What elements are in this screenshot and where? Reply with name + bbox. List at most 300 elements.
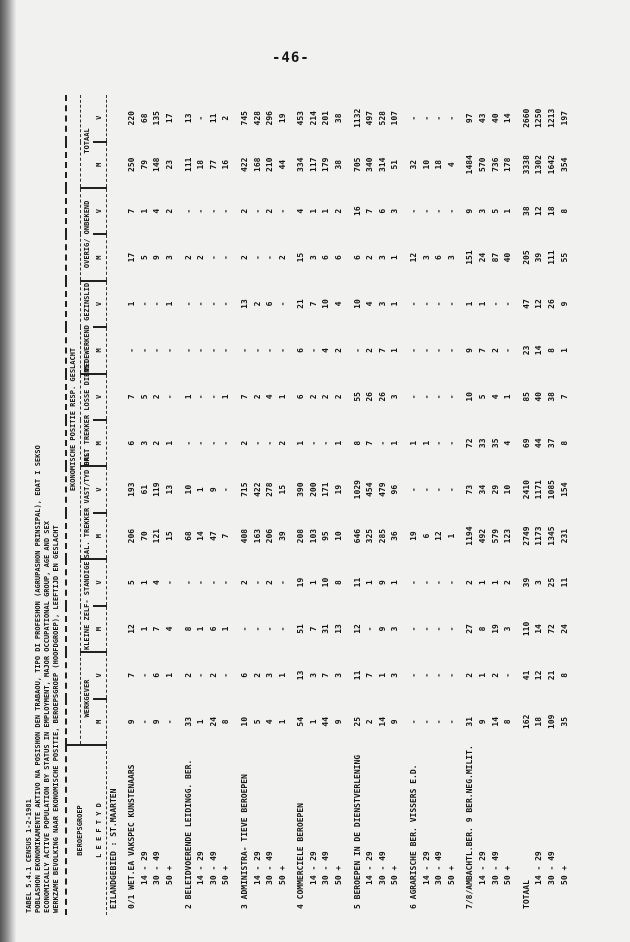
- table-row: [151, 95, 164, 915]
- table-row: [332, 95, 345, 915]
- table-cell: -: [265, 255, 275, 260]
- table-cell: 10: [321, 577, 331, 588]
- table-title: [25, 90, 61, 913]
- row-label: 30 - 49: [208, 851, 218, 885]
- table-cell: -: [139, 301, 149, 307]
- table-cell: 119: [152, 482, 162, 497]
- table-row: [420, 95, 433, 915]
- table-cell: 55: [559, 252, 569, 263]
- table-cell: 123: [503, 528, 513, 544]
- table-cell: 1: [503, 208, 513, 214]
- table-cell: 17: [127, 252, 137, 263]
- table-cell: 9: [127, 719, 137, 725]
- table-row: [251, 95, 264, 915]
- table-cell: 2: [152, 440, 162, 446]
- table-cell: 3338: [521, 155, 531, 175]
- row-label: 50 +: [164, 865, 174, 885]
- table-cell: 1: [390, 348, 400, 353]
- table-cell: 17: [164, 113, 174, 124]
- table-cell: 193: [127, 482, 137, 497]
- table-cell: 1: [365, 580, 375, 585]
- row-label: 14 - 29: [196, 851, 206, 885]
- row-label: TOTAAL: [521, 880, 531, 909]
- table-cell: 40: [534, 392, 544, 402]
- table-cell: 44: [534, 438, 544, 449]
- table-cell: 154: [559, 482, 569, 497]
- table-cell: 111: [546, 250, 556, 265]
- table-cell: -: [503, 672, 513, 678]
- table-cell: 26: [365, 392, 375, 402]
- table-cell: -: [446, 394, 456, 400]
- sex-header: M: [93, 234, 106, 280]
- table-row: [194, 95, 207, 915]
- table-cell: -: [239, 626, 249, 632]
- table-cell: 453: [296, 111, 306, 126]
- table-cell: 19: [296, 577, 306, 588]
- table-cell: 3: [390, 208, 400, 214]
- table-cell: -: [434, 208, 444, 214]
- table-cell: 1: [139, 626, 149, 632]
- table-cell: 103: [308, 528, 318, 544]
- table-cell: 1: [390, 255, 400, 260]
- table-cell: -: [164, 348, 174, 353]
- table-cell: -: [446, 580, 456, 585]
- table-cell: 68: [139, 113, 149, 124]
- table-cell: 18: [196, 159, 206, 170]
- table-row: [176, 95, 195, 915]
- table-cell: 6: [239, 672, 249, 678]
- row-header-occupation: BEROEPSGROEP: [76, 805, 85, 856]
- sex-header: V: [93, 652, 106, 698]
- table-cell: -: [208, 301, 218, 307]
- sex-header: V: [93, 466, 106, 512]
- table-cell: 1: [277, 672, 287, 678]
- table-cell: 1302: [534, 155, 544, 175]
- table-cell: 9: [334, 719, 344, 725]
- table-cell: 1: [164, 440, 174, 446]
- table-cell: -: [421, 301, 431, 307]
- table-cell: -: [221, 348, 231, 353]
- table-cell: 1: [277, 394, 287, 400]
- table-cell: -: [503, 301, 513, 307]
- table-cell: 2: [252, 672, 262, 678]
- table-cell: 33: [478, 438, 488, 449]
- table-cell: 2660: [521, 108, 531, 128]
- table-cell: 2: [239, 580, 249, 585]
- table-cell: 340: [365, 157, 375, 172]
- table-cell: 24: [208, 716, 218, 727]
- table-cell: 23: [521, 345, 531, 356]
- table-cell: 10: [239, 716, 249, 727]
- table-cell: 97: [465, 113, 475, 124]
- table-cell: 3: [421, 255, 431, 260]
- row-label: 30 - 49: [265, 851, 275, 885]
- table-cell: 47: [521, 299, 531, 309]
- table-row: [232, 95, 251, 915]
- table-cell: 1: [390, 580, 400, 585]
- table-cell: 8: [352, 440, 362, 446]
- table-cell: 12: [534, 670, 544, 681]
- table-cell: 214: [308, 111, 318, 126]
- row-label: 50 +: [390, 865, 400, 885]
- table-row: [345, 95, 364, 915]
- table-cell: 7: [127, 208, 137, 214]
- table-cell: -: [252, 580, 262, 585]
- table-cell: -: [164, 394, 174, 400]
- table-cell: 18: [434, 159, 444, 170]
- table-cell: -: [265, 626, 275, 632]
- table-cell: -: [409, 115, 419, 121]
- table-cell: 12: [534, 299, 544, 309]
- table-cell: 24: [559, 624, 569, 634]
- table-cell: 4: [265, 719, 275, 725]
- table-cell: 77: [208, 159, 218, 170]
- sex-header: M: [93, 327, 106, 373]
- table-cell: 40: [503, 252, 513, 263]
- region-label: EILANDGEBIED : ST.MAARTEN: [108, 788, 118, 909]
- table-cell: 1: [409, 440, 419, 446]
- table-cell: 528: [377, 111, 387, 126]
- table-cell: 26: [546, 299, 556, 309]
- table-cell: -: [377, 440, 387, 446]
- table-cell: 492: [478, 528, 488, 544]
- table-cell: 14: [490, 716, 500, 727]
- table-cell: 72: [465, 438, 475, 449]
- table-cell: -: [446, 719, 456, 725]
- table-cell: -: [265, 348, 275, 353]
- table-cell: -: [265, 440, 275, 446]
- table-cell: 2: [277, 255, 287, 260]
- table-cell: -: [196, 672, 206, 678]
- table-cell: 2: [465, 580, 475, 585]
- table-cell: 2: [334, 394, 344, 400]
- table-cell: -: [183, 301, 193, 307]
- table-cell: 4: [164, 626, 174, 632]
- table-cell: 454: [365, 482, 375, 497]
- table-cell: -: [183, 580, 193, 585]
- table-cell: 6: [296, 348, 306, 353]
- row-label: 50 +: [446, 865, 456, 885]
- table-cell: 1: [390, 301, 400, 307]
- table-cell: -: [421, 719, 431, 725]
- table-cell: 12: [352, 624, 362, 634]
- table-cell: 7: [321, 672, 331, 678]
- table-cell: 107: [390, 111, 400, 126]
- table-cell: -: [196, 115, 206, 121]
- table-cell: -: [277, 348, 287, 353]
- table-cell: 7: [239, 394, 249, 400]
- row-label: 14 - 29: [308, 851, 318, 885]
- table-cell: -: [239, 348, 249, 353]
- table-cell: 38: [546, 392, 556, 402]
- table-cell: 2: [308, 394, 318, 400]
- table-cell: -: [252, 626, 262, 632]
- table-cell: 85: [521, 392, 531, 402]
- table-cell: -: [409, 580, 419, 585]
- table-cell: 3: [164, 255, 174, 260]
- title-line: ECONOMICALLY ACTIVE POPULATION BY STATUS IN EMPLOYMENT, MAJOR OCCUPATIONAL GROUP, AGE AND SEX: [43, 521, 51, 913]
- table-cell: -: [208, 580, 218, 585]
- table-cell: 7: [377, 348, 387, 353]
- row-label: 3 ADMINISTRA- TIEVE BEROEPEN: [239, 774, 249, 909]
- row-label: 2 BELEIDVOERENDE LEIDINGG. BER.: [183, 759, 193, 909]
- table-cell: 1: [196, 626, 206, 632]
- table-cell: 1: [478, 301, 488, 307]
- table-cell: 390: [296, 482, 306, 497]
- table-cell: 1: [490, 580, 500, 585]
- table-row: [401, 95, 420, 915]
- table-cell: 9: [465, 208, 475, 214]
- table-cell: 40: [490, 113, 500, 124]
- table-cell: 23: [164, 159, 174, 170]
- table-cell: -: [434, 115, 444, 121]
- table-cell: -: [409, 208, 419, 214]
- table-cell: 1250: [534, 108, 544, 128]
- table-cell: -: [434, 487, 444, 493]
- table-cell: 9: [559, 301, 569, 307]
- row-label: 4 COMMERCIELE BEROEPEN: [296, 803, 306, 909]
- table-cell: 208: [296, 528, 306, 544]
- table-cell: -: [139, 348, 149, 353]
- table-cell: 9: [390, 719, 400, 725]
- table-cell: 12: [127, 624, 137, 634]
- table-cell: 79: [139, 159, 149, 170]
- table-cell: 6: [434, 255, 444, 260]
- table-cell: 44: [321, 716, 331, 727]
- table-cell: -: [252, 208, 262, 214]
- table-cell: 206: [127, 528, 137, 544]
- table-cell: 2: [265, 580, 275, 585]
- sex-header: M: [93, 420, 106, 466]
- row-label: 14 - 29: [534, 851, 544, 885]
- table-cell: -: [409, 487, 419, 493]
- table-cell: 6: [127, 440, 137, 446]
- table-cell: 4: [503, 440, 513, 446]
- table-cell: 1: [196, 719, 206, 725]
- table-cell: 3: [390, 394, 400, 400]
- column-header: SAL. TREKKER LOSSE DIENST: [80, 374, 93, 467]
- table-cell: 2: [252, 301, 262, 307]
- sex-header: V: [93, 374, 106, 420]
- table-cell: 6: [152, 672, 162, 678]
- table-cell: 1: [277, 719, 287, 725]
- table-cell: -: [421, 115, 431, 121]
- table-row: [533, 95, 546, 915]
- row-label: 30 - 49: [490, 851, 500, 885]
- table-cell: -: [446, 301, 456, 307]
- table-cell: 2410: [521, 480, 531, 500]
- table-cell: 33: [183, 716, 193, 727]
- row-label: 30 - 49: [546, 851, 556, 885]
- table-cell: 27: [465, 624, 475, 634]
- table-cell: 10: [183, 484, 193, 495]
- row-label: 50 +: [334, 865, 344, 885]
- title-line: POBLASHON EKONOMIKAMENTE AKTIVO NA POSISHON DEN TRABAOU, TIPO DI PROFESHON (AGRUPASHON PRINSIPAL), EDAT I SEKSO: [34, 445, 42, 913]
- table-cell: -: [446, 487, 456, 493]
- table-cell: 7: [127, 394, 137, 400]
- table-cell: 497: [365, 111, 375, 126]
- table-cell: -: [196, 301, 206, 307]
- table-cell: 3: [503, 626, 513, 632]
- table-cell: 334: [296, 157, 306, 172]
- row-label: 30 - 49: [321, 851, 331, 885]
- table-cell: 1: [465, 301, 475, 307]
- table-cell: 1: [183, 394, 193, 400]
- table-cell: 73: [465, 484, 475, 495]
- table-cell: 1: [139, 208, 149, 214]
- table-cell: 13: [296, 670, 306, 681]
- table-cell: 10: [465, 392, 475, 402]
- row-label: 0/1 WET.EA VAKSPEC KUNSTENAARS: [127, 764, 137, 909]
- table-cell: -: [208, 208, 218, 214]
- table-cell: -: [277, 208, 287, 214]
- table-cell: -: [221, 487, 231, 493]
- table-cell: 9: [208, 487, 218, 493]
- table-row: [163, 95, 176, 915]
- row-label: 30 - 49: [377, 851, 387, 885]
- table-cell: 231: [559, 528, 569, 544]
- table-cell: 2: [365, 348, 375, 353]
- table-cell: 7: [127, 672, 137, 678]
- table-cell: 2749: [521, 526, 531, 546]
- table-cell: 4: [446, 162, 456, 168]
- row-label: 30 - 49: [152, 851, 162, 885]
- table-cell: 14: [377, 716, 387, 727]
- table-cell: 646: [352, 528, 362, 544]
- table-cell: 11: [352, 577, 362, 588]
- table-cell: 13: [164, 484, 174, 495]
- table-cell: -: [252, 440, 262, 446]
- table-cell: 148: [152, 157, 162, 172]
- table-cell: 19: [277, 113, 287, 124]
- table-cell: -: [421, 672, 431, 678]
- table-cell: -: [308, 348, 318, 353]
- table-cell: -: [252, 348, 262, 353]
- table-cell: 2: [265, 208, 275, 214]
- table-cell: -: [421, 208, 431, 214]
- table-cell: 2: [465, 672, 475, 678]
- table-cell: -: [277, 626, 287, 632]
- table-cell: 12: [434, 531, 444, 541]
- table-cell: 2: [239, 440, 249, 446]
- table-row: [276, 95, 289, 915]
- table-cell: 1173: [534, 526, 544, 546]
- sex-header: M: [93, 142, 106, 188]
- row-label: 50 +: [221, 865, 231, 885]
- table-cell: 8: [221, 719, 231, 725]
- table-cell: -: [446, 672, 456, 678]
- table-cell: 15: [164, 531, 174, 541]
- table-cell: 205: [521, 250, 531, 265]
- table-cell: 13: [239, 299, 249, 309]
- table-cell: -: [409, 719, 419, 725]
- table-cell: 13: [334, 624, 344, 634]
- table-cell: 96: [390, 484, 400, 495]
- table-cell: 39: [534, 252, 544, 263]
- book-binding-shadow: [0, 0, 16, 942]
- table-cell: 2: [152, 394, 162, 400]
- table-cell: 2: [221, 115, 231, 121]
- table-cell: 163: [252, 528, 262, 544]
- table-cell: 54: [296, 716, 306, 727]
- table-cell: 1: [221, 626, 231, 632]
- table-cell: -: [409, 672, 419, 678]
- table-cell: 200: [308, 482, 318, 497]
- table-cell: 13: [183, 113, 193, 124]
- table-cell: 5: [252, 719, 262, 725]
- table-row: [545, 95, 558, 915]
- table-cell: 36: [390, 531, 400, 541]
- table-cell: 579: [490, 528, 500, 544]
- table-cell: 135: [152, 111, 162, 126]
- table-cell: -: [183, 348, 193, 353]
- table-cell: 7: [221, 533, 231, 539]
- column-header: SAL. TREKKER VAST/TYD DNST: [80, 466, 93, 559]
- row-label: 14 - 29: [139, 851, 149, 885]
- table-cell: 479: [377, 482, 387, 497]
- table-cell: 9: [478, 719, 488, 725]
- table-cell: 6: [334, 255, 344, 260]
- table-cell: 18: [546, 206, 556, 216]
- table-cell: 6: [296, 394, 306, 400]
- table-cell: 2: [334, 348, 344, 353]
- table-cell: 2: [334, 208, 344, 214]
- table-cell: 39: [277, 531, 287, 541]
- table-row: [501, 95, 514, 915]
- sex-header: M: [93, 699, 106, 745]
- table-cell: 11: [559, 577, 569, 588]
- sex-header: V: [93, 95, 106, 142]
- table-cell: 296: [265, 111, 275, 126]
- table-cell: 1: [308, 719, 318, 725]
- table-cell: 9: [465, 348, 475, 353]
- table-row: [320, 95, 333, 915]
- table-cell: 69: [521, 438, 531, 449]
- table-cell: 2: [183, 255, 193, 260]
- table-cell: 715: [239, 482, 249, 497]
- table-cell: 15: [296, 252, 306, 263]
- table-row: [363, 95, 376, 915]
- row-label: 14 - 29: [252, 851, 262, 885]
- table-cell: 151: [465, 250, 475, 265]
- table-cell: -: [221, 301, 231, 307]
- table-cell: 179: [321, 157, 331, 172]
- row-label: 14 - 29: [421, 851, 431, 885]
- table-cell: 4: [265, 394, 275, 400]
- table-cell: 2: [196, 255, 206, 260]
- table-cell: 110: [521, 621, 531, 637]
- sex-header: V: [93, 559, 106, 605]
- table-cell: 736: [490, 157, 500, 172]
- row-label: 7/8/AMBACHTL.BER. 9 BER.NEG.MILIT.: [465, 745, 475, 909]
- table-cell: -: [409, 301, 419, 307]
- table-cell: 26: [377, 392, 387, 402]
- table-cell: 285: [377, 528, 387, 544]
- table-cell: 21: [296, 299, 306, 309]
- table-cell: 7: [365, 208, 375, 214]
- table-cell: 39: [521, 577, 531, 588]
- table-cell: 1: [334, 440, 344, 446]
- table-cell: 1171: [534, 480, 544, 500]
- row-label: 50 +: [277, 865, 287, 885]
- row-label: 50 +: [559, 865, 569, 885]
- table-cell: 2: [321, 394, 331, 400]
- table-cell: 210: [265, 157, 275, 172]
- table-row: [432, 95, 445, 915]
- table-cell: -: [152, 301, 162, 307]
- table-cell: 43: [478, 113, 488, 124]
- table-cell: 2: [365, 255, 375, 260]
